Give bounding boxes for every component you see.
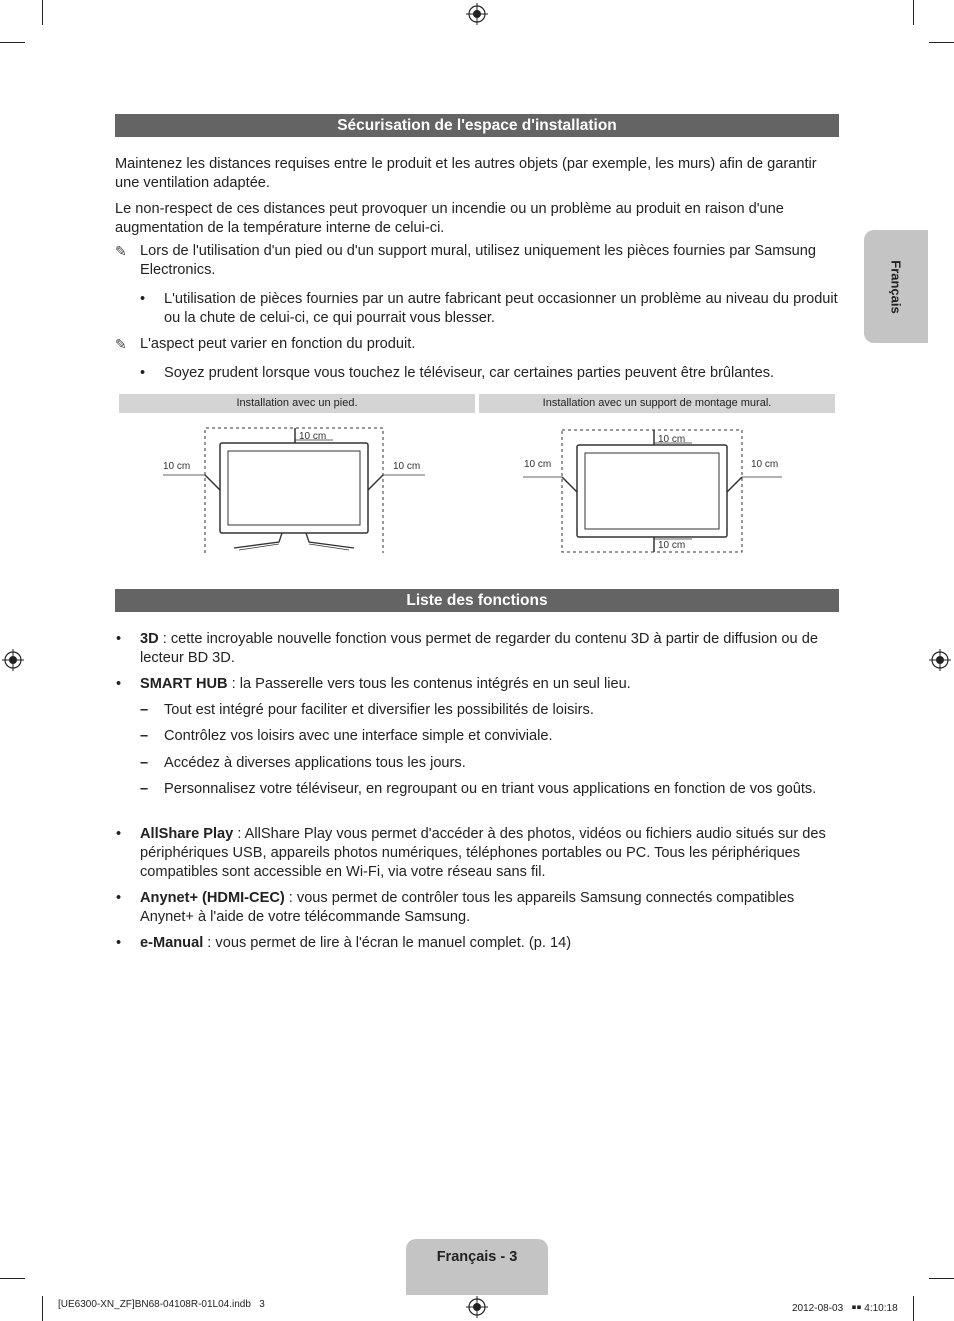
bullet-icon: • (116, 890, 122, 906)
note-item (115, 335, 835, 354)
note-text: L'aspect peut varier en fonction du produit. (140, 336, 416, 352)
bullet-icon: • (140, 365, 146, 381)
page-number: Français - 3 (436, 1249, 518, 1265)
language-side-tab (864, 230, 928, 343)
footer-filename: [UE6300-XN_ZF]BN68-04108R-01L04.indb 3 (58, 1299, 265, 1310)
installation-paragraph: Le non-respect de ces distances peut provoquer un incendie ou un problème au produit en raison d'une augmentation de la température interne de celui-ci. (115, 201, 784, 236)
registration-mark-icon (466, 3, 488, 25)
registration-mark-icon (2, 649, 24, 671)
diagram-caption-stand: Installation avec un pied. (119, 394, 475, 413)
feature-text: : vous permet de lire à l'écran le manuel complet. (p. 14) (203, 935, 572, 951)
installation-paragraph: Maintenez les distances requises entre le produit et les autres objets (par exemple, les murs) afin de garantir une ventilation adaptée. (115, 156, 817, 191)
feature-item-allshare (116, 825, 836, 882)
distance-label-right: 10 cm (393, 461, 421, 472)
crop-mark (42, 1296, 43, 1321)
diagram-caption-wall: Installation avec un support de montage mural. (479, 394, 835, 413)
feature-text: : vous permet de contrôler tous les appareils Samsung connectés compatibles Anynet+ à l'aide de votre télécommande Samsung. (140, 890, 795, 925)
sub-item-text: Tout est intégré pour faciliter et diversifier les possibilités de loisirs. (164, 702, 594, 718)
distance-label-left: 10 cm (524, 459, 552, 470)
crop-mark (913, 1296, 914, 1321)
distance-label-top: 10 cm (299, 431, 327, 442)
language-side-tab-label: Français (888, 259, 904, 314)
registration-mark-icon (929, 649, 951, 671)
feature-term: 3D (140, 631, 159, 647)
bullet-icon: • (116, 676, 122, 692)
crop-mark (0, 42, 25, 43)
feature-item-emanual (116, 934, 836, 953)
feature-text: : AllShare Play vous permet d'accéder à des photos, vidéos ou fichiers audio situés sur des périphériques USB, appareils photos numériques, téléphones portables ou PC. Tous les périphériques compatibles sont accessible en Wi-Fi, via votre réseau sans fil. (140, 826, 826, 880)
registration-mark-icon (466, 1296, 488, 1318)
note-text: Lors de l'utilisation d'un pied ou d'un support mural, utilisez uniquement les pièces fournies par Samsung Electronics. (140, 243, 817, 278)
dash-icon: – (140, 702, 149, 718)
stand-installation-diagram (119, 418, 475, 558)
section-title-installation: Sécurisation de l'espace d'installation (115, 114, 839, 137)
bullet-item (140, 364, 840, 383)
bullet-text: Soyez prudent lorsque vous touchez le téléviseur, car certaines parties peuvent être brûlantes. (164, 365, 775, 381)
page-number-tab (406, 1239, 548, 1295)
feature-term: SMART HUB (140, 676, 228, 692)
crop-mark (913, 0, 914, 25)
pencil-icon: ✎ (115, 243, 127, 259)
distance-label-right: 10 cm (751, 459, 779, 470)
feature-item-anynet (116, 889, 836, 927)
smarthub-sub-item (140, 701, 820, 720)
dash-icon: – (140, 755, 149, 771)
bullet-item (140, 290, 840, 328)
feature-term: Anynet+ (HDMI-CEC) (140, 890, 285, 906)
pencil-icon: ✎ (115, 336, 127, 352)
crop-mark (929, 1278, 954, 1279)
bullet-icon: • (116, 826, 122, 842)
sub-item-text: Personnalisez votre téléviseur, en regroupant ou en triant vous applications en fonction de vos goûts. (164, 781, 817, 797)
distance-label-left: 10 cm (163, 461, 191, 472)
sub-item-text: Accédez à diverses applications tous les jours. (164, 755, 466, 771)
feature-item-smarthub (116, 675, 836, 694)
feature-text: : cette incroyable nouvelle fonction vous permet de regarder du contenu 3D à partir de diffusion ou de lecteur BD 3D. (140, 631, 818, 666)
bullet-icon: • (116, 935, 122, 951)
crop-mark (42, 0, 43, 25)
footer-timestamp: 2012-08-03 ￭￭ 4:10:18 (792, 1303, 898, 1314)
feature-term: AllShare Play (140, 826, 234, 842)
section-title-features: Liste des fonctions (115, 589, 839, 612)
distance-label-bottom: 10 cm (658, 540, 686, 551)
smarthub-sub-item (140, 754, 820, 773)
wall-mount-installation-diagram (479, 418, 835, 558)
distance-label-top: 10 cm (658, 434, 686, 445)
note-item (115, 242, 835, 280)
bullet-icon: • (116, 631, 122, 647)
smarthub-sub-item (140, 780, 820, 799)
feature-text: : la Passerelle vers tous les contenus intégrés en un seul lieu. (227, 676, 631, 692)
bullet-text: L'utilisation de pièces fournies par un autre fabricant peut occasionner un problème au niveau du produit ou la chute de celui-ci, ce qui pourrait vous blesser. (164, 291, 838, 326)
dash-icon: – (140, 781, 149, 797)
crop-mark (0, 1278, 25, 1279)
bullet-icon: • (140, 291, 146, 307)
feature-term: e-Manual (140, 935, 204, 951)
feature-item-3d (116, 630, 836, 668)
dash-icon: – (140, 728, 149, 744)
smarthub-sub-item (140, 727, 820, 746)
sub-item-text: Contrôlez vos loisirs avec une interface simple et conviviale. (164, 728, 553, 744)
crop-mark (929, 42, 954, 43)
